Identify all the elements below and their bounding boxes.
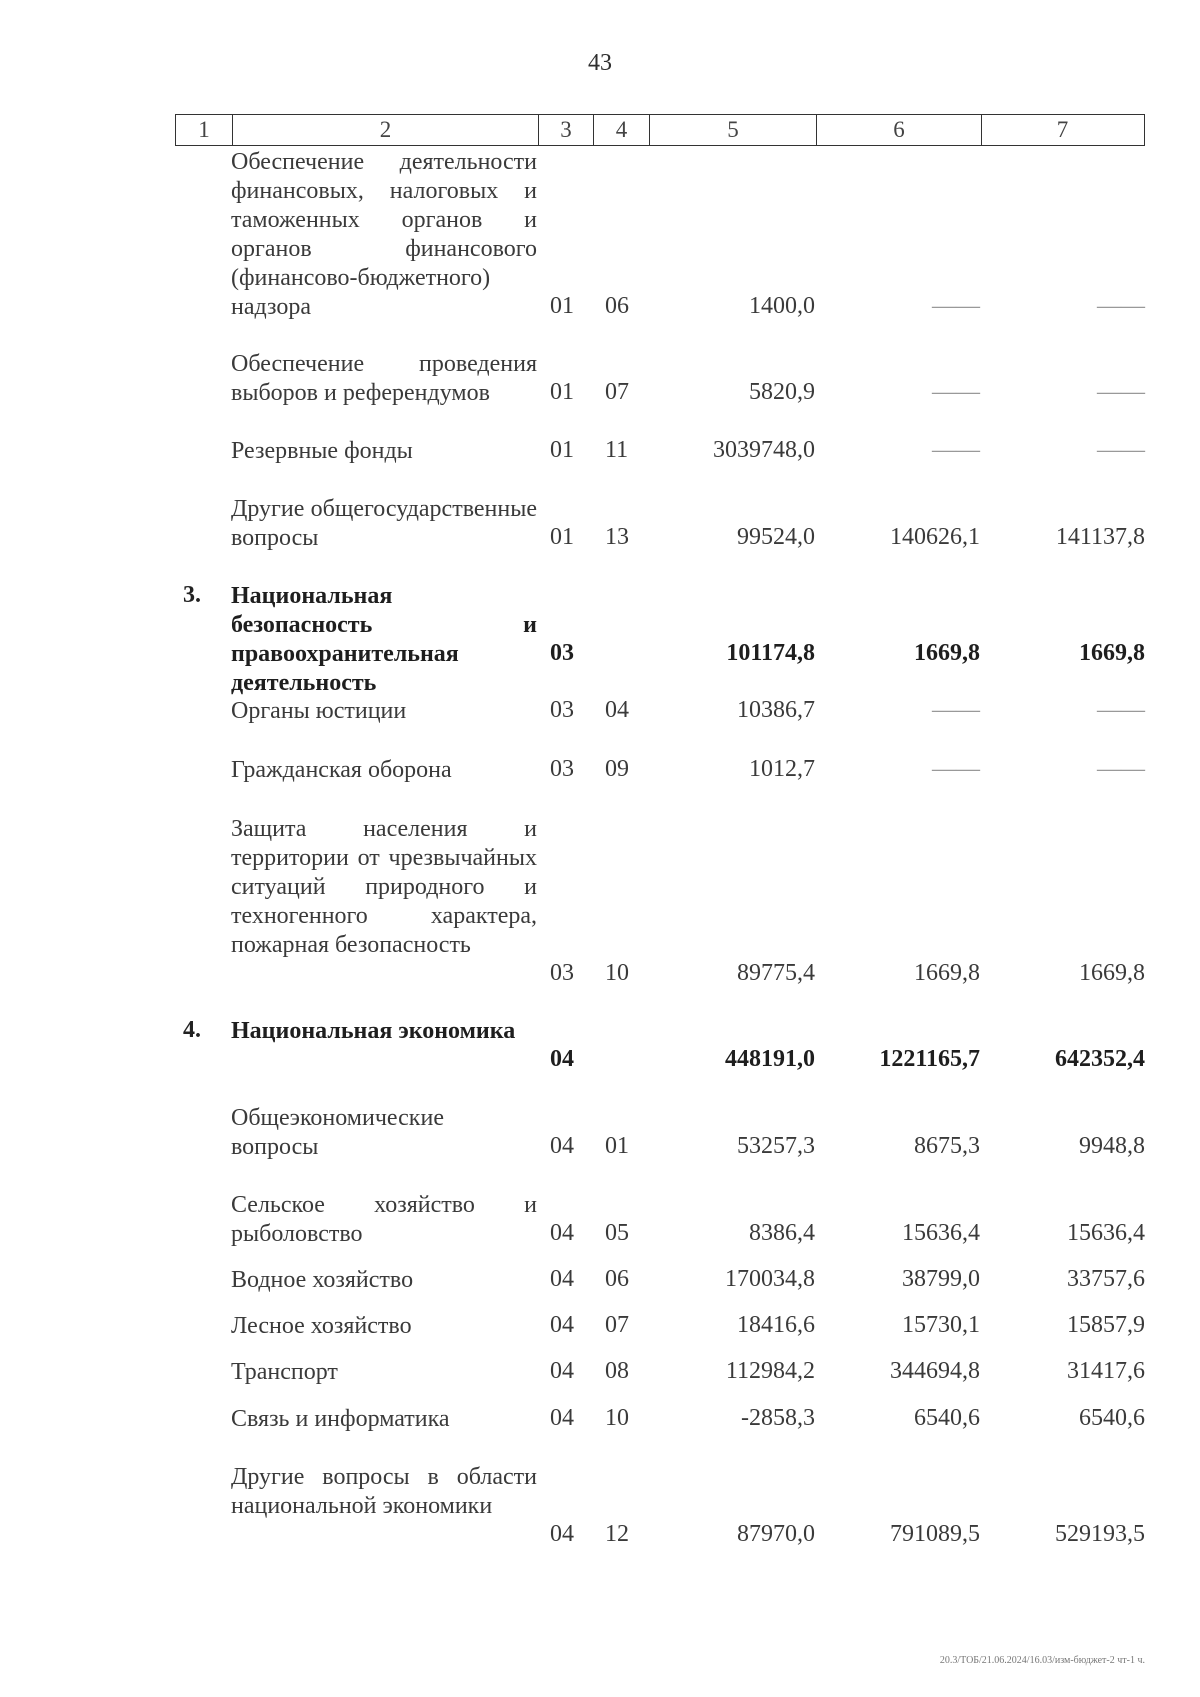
row-name: Резервные фонды <box>231 438 413 464</box>
row-value-col7: 529193,5 <box>1055 1521 1145 1547</box>
row-section-code: 04 <box>550 1358 574 1384</box>
row-subsection-code: 04 <box>605 697 629 723</box>
row-name: Органы юстиции <box>231 698 407 724</box>
row-name: Защита населения и территории от чрезвычайных ситуаций природного и техногенного характера, пожарная безопасность <box>231 816 537 958</box>
row-subsection-code: 07 <box>605 1312 629 1338</box>
row-number: 4. <box>183 1017 201 1043</box>
row-value-col6: 791089,5 <box>890 1521 980 1547</box>
row-value-col7: 9948,8 <box>1079 1133 1145 1159</box>
row-value-col5: -2858,3 <box>741 1405 815 1431</box>
row-value-col5: 1012,7 <box>749 756 815 782</box>
header-col-5: 5 <box>649 115 816 145</box>
row-value-col5: 53257,3 <box>737 1133 815 1159</box>
row-value-col5: 89775,4 <box>737 960 815 986</box>
row-name: Обеспечение проведения выборов и референдумов <box>231 351 537 406</box>
header-col-3: 3 <box>538 115 593 145</box>
row-value-col5: 101174,8 <box>726 640 815 666</box>
row-section-code: 01 <box>550 379 574 405</box>
row-name: Сельское хозяйство и рыболовство <box>231 1192 537 1247</box>
row-section-code: 01 <box>550 524 574 550</box>
row-value-col5: 3039748,0 <box>713 437 815 463</box>
row-subsection-code: 12 <box>605 1521 629 1547</box>
row-value-col5: 8386,4 <box>749 1220 815 1246</box>
row-value-col6: —— <box>932 293 980 319</box>
row-section-code: 03 <box>550 756 574 782</box>
row-section-code: 04 <box>550 1220 574 1246</box>
header-col-7: 7 <box>981 115 1143 145</box>
footer-note: 20.3/ТОБ/21.06.2024/16.03/изм-бюджет-2 чт-1 ч. <box>939 1655 1145 1666</box>
row-value-col5: 99524,0 <box>737 524 815 550</box>
row-value-col6: 1221165,7 <box>879 1046 980 1072</box>
row-value-col6: 1669,8 <box>914 640 980 666</box>
row-name: Лесное хозяйство <box>231 1313 412 1339</box>
row-value-col7: 33757,6 <box>1067 1266 1145 1292</box>
row-name: Обеспечение деятельности финансовых, налоговых и таможенных органов и органов финансового (финансово-бюджетного) надзора <box>231 149 537 320</box>
row-value-col7: —— <box>1097 756 1145 782</box>
row-value-col6: —— <box>932 437 980 463</box>
row-subsection-code: 01 <box>605 1133 629 1159</box>
row-value-col6: 1669,8 <box>914 960 980 986</box>
row-value-col5: 1400,0 <box>749 293 815 319</box>
row-value-col7: 1669,8 <box>1079 960 1145 986</box>
row-name: Водное хозяйство <box>231 1267 414 1293</box>
table-header <box>175 114 1145 146</box>
row-value-col5: 448191,0 <box>725 1046 815 1072</box>
row-value-col6: —— <box>932 697 980 723</box>
row-name: Связь и информатика <box>231 1406 450 1432</box>
row-section-code: 04 <box>550 1266 574 1292</box>
row-value-col6: 15636,4 <box>902 1220 980 1246</box>
page-number: 43 <box>588 50 612 76</box>
row-subsection-code: 05 <box>605 1220 629 1246</box>
header-col-6: 6 <box>816 115 981 145</box>
row-value-col6: —— <box>932 756 980 782</box>
row-value-col6: 6540,6 <box>914 1405 980 1431</box>
row-section-code: 03 <box>550 697 574 723</box>
row-name: Национальная экономика <box>231 1018 516 1044</box>
row-section-code: 01 <box>550 293 574 319</box>
row-value-col7: —— <box>1097 437 1145 463</box>
row-value-col7: 15636,4 <box>1067 1220 1145 1246</box>
row-value-col5: 112984,2 <box>725 1358 815 1384</box>
row-subsection-code: 08 <box>605 1358 629 1384</box>
row-name: Другие вопросы в области национальной экономики <box>231 1464 537 1519</box>
row-name: Транспорт <box>231 1359 338 1385</box>
row-name: Другие общегосударственные вопросы <box>231 496 537 551</box>
row-value-col7: 31417,6 <box>1067 1358 1145 1384</box>
row-section-code: 04 <box>550 1312 574 1338</box>
row-value-col7: —— <box>1097 697 1145 723</box>
row-name: Гражданская оборона <box>231 757 452 783</box>
row-subsection-code: 06 <box>605 1266 629 1292</box>
row-value-col7: 15857,9 <box>1067 1312 1145 1338</box>
row-value-col5: 10386,7 <box>737 697 815 723</box>
row-value-col7: —— <box>1097 293 1145 319</box>
row-value-col7: 642352,4 <box>1055 1046 1145 1072</box>
row-value-col7: —— <box>1097 379 1145 405</box>
row-subsection-code: 06 <box>605 293 629 319</box>
row-value-col7: 6540,6 <box>1079 1405 1145 1431</box>
row-value-col7: 1669,8 <box>1079 640 1145 666</box>
row-section-code: 04 <box>550 1133 574 1159</box>
row-value-col5: 170034,8 <box>725 1266 815 1292</box>
row-subsection-code: 07 <box>605 379 629 405</box>
row-section-code: 03 <box>550 960 574 986</box>
header-col-4: 4 <box>593 115 649 145</box>
row-value-col7: 141137,8 <box>1055 524 1145 550</box>
row-number: 3. <box>183 582 201 608</box>
row-section-code: 04 <box>550 1046 574 1072</box>
row-subsection-code: 10 <box>605 960 629 986</box>
row-value-col6: —— <box>932 379 980 405</box>
row-section-code: 01 <box>550 437 574 463</box>
row-name: Общеэкономические вопросы <box>231 1105 444 1160</box>
row-value-col5: 5820,9 <box>749 379 815 405</box>
row-value-col6: 140626,1 <box>890 524 980 550</box>
row-value-col6: 8675,3 <box>914 1133 980 1159</box>
row-value-col5: 18416,6 <box>737 1312 815 1338</box>
row-subsection-code: 09 <box>605 756 629 782</box>
row-value-col5: 87970,0 <box>737 1521 815 1547</box>
row-section-code: 04 <box>550 1521 574 1547</box>
row-section-code: 03 <box>550 640 574 666</box>
row-section-code: 04 <box>550 1405 574 1431</box>
row-value-col6: 344694,8 <box>890 1358 980 1384</box>
row-name: Национальная безопасность и правоохранительная деятельность <box>231 583 537 696</box>
row-subsection-code: 10 <box>605 1405 629 1431</box>
header-col-2: 2 <box>232 115 538 145</box>
header-col-1: 1 <box>198 117 210 142</box>
row-subsection-code: 13 <box>605 524 629 550</box>
row-subsection-code: 11 <box>605 437 629 463</box>
row-value-col6: 38799,0 <box>902 1266 980 1292</box>
row-value-col6: 15730,1 <box>902 1312 980 1338</box>
